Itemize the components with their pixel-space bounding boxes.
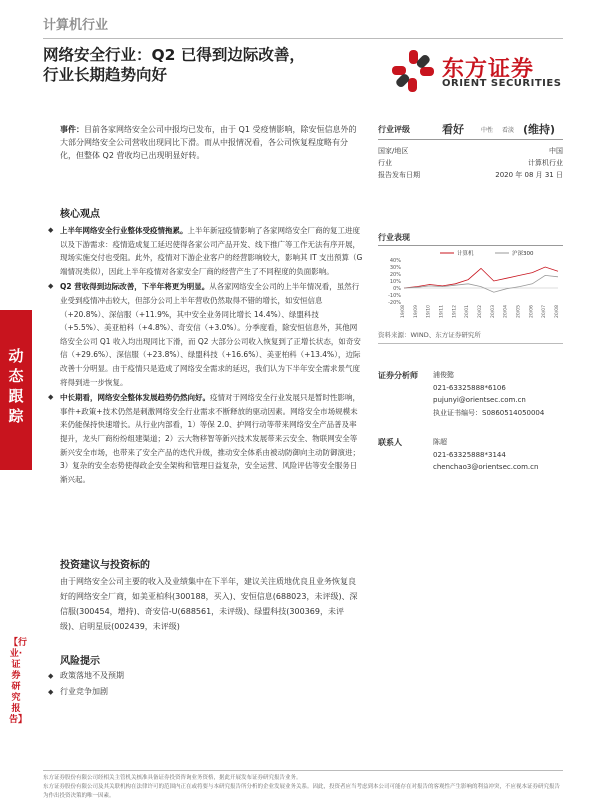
orient-logo-icon: [390, 48, 436, 94]
disclaimer-line-1: 东方证券股份有限公司经相关主管机关核准具备证券投资咨询业务资格，据此开展发布证券研究报告业务。: [43, 775, 302, 781]
list-item: ◆ 行业竞争加剧: [48, 684, 348, 700]
chart-source: 资料来源：WIND、东方证券研究所: [378, 330, 563, 344]
contact-block: [378, 437, 568, 487]
x-tick-label: 20/02: [478, 305, 483, 318]
analyst-phone: 021-63325888*6106: [433, 384, 506, 392]
contact-email[interactable]: chenchao3@orientsec.com.cn: [433, 463, 539, 471]
y-tick-label: 40%: [389, 258, 401, 264]
detail-value: 计算机行业: [528, 159, 563, 167]
detail-key: 国家/地区: [378, 147, 409, 155]
rating-low: 看淡: [502, 127, 515, 134]
rating-details: [378, 146, 563, 186]
list-item: ◆ 政策落地不及预期: [48, 668, 348, 684]
event-paragraph: [60, 123, 360, 162]
analyst-name: 浦俊懿: [433, 371, 454, 379]
x-tick-label: 19/12: [452, 305, 458, 318]
header-divider: [43, 38, 563, 39]
x-tick-label: 20/08: [555, 305, 560, 318]
rating-label: 行业评级: [378, 125, 410, 134]
core-view-heading: 核心观点: [60, 209, 100, 220]
chart-svg: [378, 248, 563, 328]
top-bar: [0, 0, 600, 40]
series-line: [404, 267, 558, 288]
performance-chart: [378, 248, 563, 328]
detail-row: [378, 146, 563, 158]
company-logo: [390, 48, 570, 98]
logo-english-name: ORIENT SECURITIES: [442, 78, 562, 89]
y-tick-label: -20%: [388, 300, 401, 306]
x-tick-label: 19/11: [439, 305, 445, 318]
event-label: 事件：: [60, 125, 84, 134]
logo-chinese-name: 东方证券: [442, 57, 535, 82]
y-tick-label: 20%: [389, 272, 401, 278]
detail-value: 中国: [549, 147, 563, 155]
detail-row: [378, 170, 563, 182]
x-tick-label: 20/05: [516, 305, 522, 318]
list-item: [48, 224, 363, 278]
detail-key: 行业: [378, 159, 392, 167]
x-tick-label: 20/06: [529, 305, 535, 318]
list-item: [48, 280, 363, 389]
bullet-text: 从各家网络安全公司的上半年情况看，虽然行业受到疫情冲击较大，但部分公司上半年营收仍然取得不错的增长，如安恒信息（+20.8%）、深信服（+11.9%，其中安全业务同比增长 14.4%）、绿盟科技（+5.5%）、美亚柏科（+4.8%）、奇安信（+3.0%）。分季度看，除安恒信息外，其他网络安全公司 Q1 收入均出现同比下滑，而 Q2 大部分公司收入恢复到了正增长状态，如奇安信（+29.6%）、深信服（+23.8%）、绿盟科技（+16.6%）、美亚柏科（+13.4%），边际改善十分明显。由于疫情只是造成了网络安全需求的延迟，我们认为下半年安全需求景气度将得到进一步恢复。: [60, 282, 361, 387]
investment-heading: 投资建议与投资标的: [60, 560, 150, 571]
list-item: [48, 391, 363, 486]
legend-label: 沪深300: [512, 251, 534, 257]
sidebar-label: 动态跟踪: [8, 347, 24, 425]
contact-phone: 021-63325888*3144: [433, 451, 506, 459]
x-tick-label: 19/08: [401, 305, 406, 318]
sidebar-vertical-label: 【行业·证券研究报告】: [9, 638, 28, 725]
risk-list: [48, 668, 348, 700]
report-title: [43, 45, 373, 85]
investment-text: 由于网络安全公司主要的收入及业绩集中在下半年，建议关注质地优良且业务恢复良好的网络安全厂商，如美亚柏科(300188，买入)、安恒信息(688023，未评级)、深信服(300454，增持)、奇安信-U(688561，未评级)、绿盟科技(300369，未评级)、启明星辰(002439，未评级): [60, 577, 358, 631]
y-tick-label: 30%: [389, 265, 401, 271]
x-tick-label: 20/07: [542, 305, 548, 318]
disclaimer: [43, 774, 563, 800]
core-view-list: [48, 224, 363, 488]
contact-name: 陈超: [433, 438, 447, 446]
chart-title: 行业表现: [378, 232, 563, 246]
title-line-2: 行业长期趋势向好: [43, 66, 168, 84]
rating-value: 看好: [442, 123, 464, 136]
y-tick-label: 0%: [393, 286, 401, 292]
detail-key: 报告发布日期: [378, 171, 420, 179]
analyst-role: 证券分析师: [378, 371, 418, 380]
bullet-bold: 上半年网络安全行业整体受疫情拖累。: [60, 226, 188, 235]
legend-label: 计算机: [457, 251, 474, 257]
bullet-bold: 中长期看，网络安全整体发展趋势仍然向好。: [60, 393, 210, 403]
rating-maint: (维持): [523, 123, 556, 136]
y-tick-label: 10%: [389, 279, 401, 285]
rating-mid: 中性: [481, 127, 494, 134]
risk-heading: 风险提示: [60, 656, 100, 667]
analyst-email[interactable]: pujunyi@orientsec.com.cn: [433, 396, 526, 404]
analyst-block: [378, 370, 568, 430]
analyst-cert: 执业证书编号：S0860514050004: [433, 409, 545, 417]
x-tick-label: 20/03: [490, 305, 496, 318]
detail-value: 2020 年 08 月 31 日: [495, 171, 563, 179]
bullet-bold: Q2 营收得到边际改善，下半年将更为明显。: [60, 282, 210, 292]
title-line-1: 网络安全行业：Q2 已得到边际改善，: [43, 46, 305, 64]
contact-role: 联系人: [378, 438, 402, 447]
industry-tag: 计算机行业: [43, 18, 109, 33]
x-tick-label: 19/09: [413, 305, 419, 318]
bullet-text: 疫情对于网络安全行业发展只是暂时性影响，事件+政策+技术仍然是刺激网络安全行业需求不断释放的驱动因素。网络安全市场规模未来仍能保持快速增长。从行业内部看，1）等保 2.0、护网行动等带来网络安全产品普及率提升，龙头厂商纷纷组建渠道；2）云大物移智等新兴技术发展带来云安全、物联网安全等新兴安全市场，也带来了安全产品的迭代升级，推动安全体系由被动防御向主动防御演进；3）复杂的安全态势使得政企安全架构和管理日益复杂，安全运营、风险评估等安全服务日渐兴起。: [60, 393, 360, 484]
disclaimer-line-2: 东方证券股份有限公司及其关联机构在法律许可的范围内正在或将要与本研究报告所分析的企业发展业务关系。因此，投资者应当考虑到本公司可能存在对报告的客观性产生影响的利益冲突，不应视本证券研究报告为作出投资决策的唯一因素。: [43, 784, 561, 799]
rating-header: [378, 118, 563, 140]
x-tick-label: 20/01: [465, 305, 471, 318]
x-tick-label: 19/10: [426, 305, 432, 318]
x-tick-label: 20/04: [503, 305, 509, 318]
y-tick-label: -10%: [388, 293, 401, 299]
detail-row: [378, 158, 563, 170]
series-line: [404, 275, 558, 292]
event-text: 目前各家网络安全公司中报均已发布，由于 Q1 受疫情影响，除安恒信息外的大部分网络安全公司营收出现同比下滑。而从中报情况看，各公司恢复程度略有分化，但整体 Q2 营收均已出现明显好转。: [60, 125, 357, 160]
bullet-text: 上半年新冠疫情影响了各家网络安全厂商的复工进度以及下游需求：疫情造成复工延迟使得各家公司产品开发、线下推广等工作无法有序开展，现场实施交付也受阻。此外，疫情对下游企业客户的经营影响较大，影响其 IT 支出预算（G 端情况类似），因此上半年疫情对各家安全厂商的经营产生了不同程度的负面影响。: [60, 226, 363, 276]
footer-divider: [43, 770, 563, 771]
